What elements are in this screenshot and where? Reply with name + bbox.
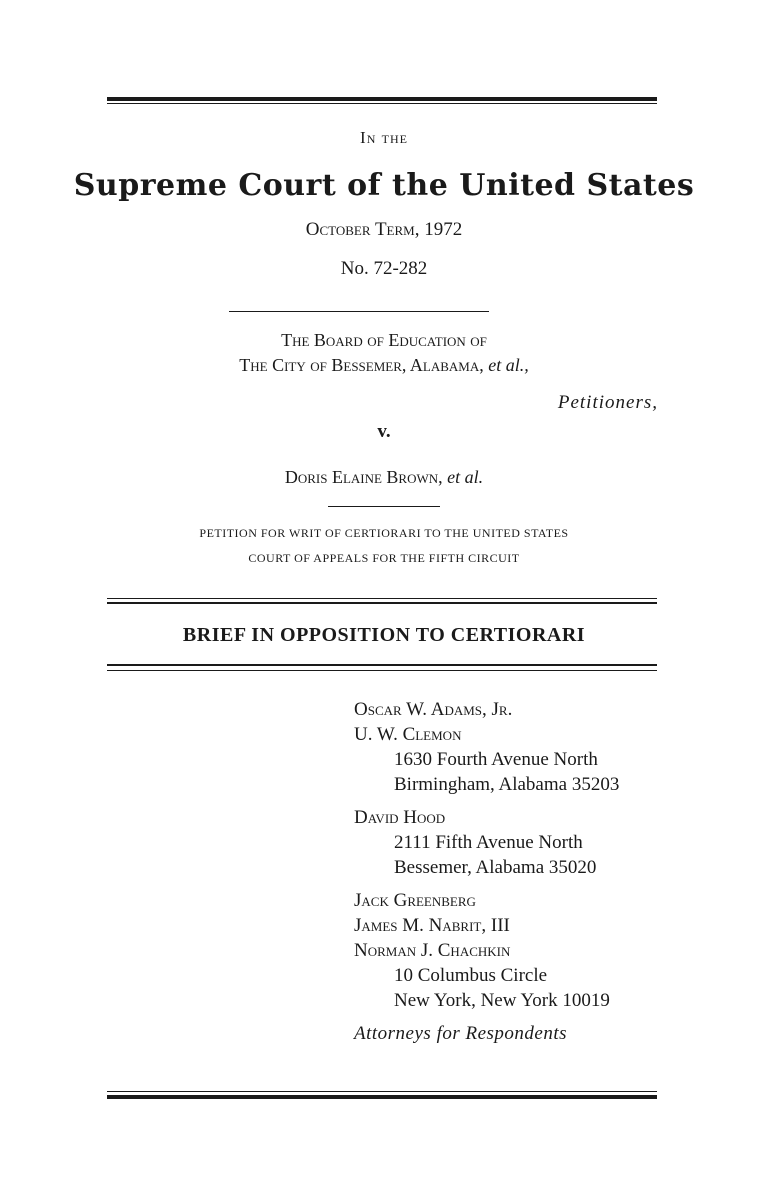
attorneys-closing: Attorneys for Respondents bbox=[354, 1023, 568, 1044]
title-rule-top-thin bbox=[107, 598, 657, 599]
bottom-rule-heavy bbox=[107, 1095, 657, 1099]
attorney-name: David Hood bbox=[354, 807, 446, 828]
address-line: New York, New York 10019 bbox=[394, 990, 610, 1011]
title-rule-bottom-thin bbox=[107, 670, 657, 671]
address-line: 10 Columbus Circle bbox=[394, 965, 548, 986]
petition-line-1: PETITION FOR WRIT OF CERTIORARI TO THE UNITED STATES bbox=[199, 526, 569, 540]
attorney-name: James M. Nabrit, III bbox=[354, 915, 510, 936]
versus: v. bbox=[377, 421, 391, 442]
title-rule-bottom-heavy bbox=[107, 664, 657, 666]
docket-number: No. 72-282 bbox=[340, 258, 428, 279]
top-rule-thin bbox=[107, 103, 657, 104]
attorney-group-2 bbox=[354, 805, 619, 880]
address-line: 1630 Fourth Avenue North bbox=[394, 749, 598, 770]
petitioner-etal: et al., bbox=[488, 355, 529, 375]
petitioner-line-1: The Board of Education of bbox=[281, 330, 487, 350]
court-name: Supreme Court of the United States bbox=[73, 168, 695, 203]
respondent-etal: et al. bbox=[447, 467, 484, 487]
petitioners-label: Petitioners, bbox=[557, 392, 658, 413]
attorney-group-1 bbox=[354, 697, 619, 797]
in-the-label: In the bbox=[360, 128, 408, 147]
attorney-name: Norman J. Chachkin bbox=[354, 940, 511, 961]
address-line: Birmingham, Alabama 35203 bbox=[394, 774, 620, 795]
address-line: 2111 Fifth Avenue North bbox=[394, 832, 583, 853]
bottom-rule-thin bbox=[107, 1091, 657, 1092]
petitioner-name: The City of Bessemer, Alabama, bbox=[239, 355, 484, 375]
attorney-name: Jack Greenberg bbox=[354, 890, 476, 911]
attorneys-block bbox=[354, 697, 619, 1046]
respondent-line bbox=[0, 467, 768, 488]
attorney-group-3 bbox=[354, 888, 619, 1013]
term: October Term, 1972 bbox=[305, 219, 463, 240]
title-rule-top-heavy bbox=[107, 602, 657, 604]
attorney-name: U. W. Clemon bbox=[354, 724, 462, 745]
top-rule-heavy bbox=[107, 97, 657, 101]
petition-line-2: COURT OF APPEALS FOR THE FIFTH CIRCUIT bbox=[248, 551, 520, 565]
brief-title: BRIEF IN OPPOSITION TO CERTIORARI bbox=[182, 624, 586, 646]
address-line: Bessemer, Alabama 35020 bbox=[394, 857, 597, 878]
divider-rule-2 bbox=[328, 506, 440, 507]
respondent-name: Doris Elaine Brown, bbox=[284, 467, 443, 487]
attorney-name: Oscar W. Adams, Jr. bbox=[354, 699, 513, 720]
petitioner-line-2 bbox=[0, 355, 768, 376]
divider-rule-1 bbox=[229, 311, 489, 312]
